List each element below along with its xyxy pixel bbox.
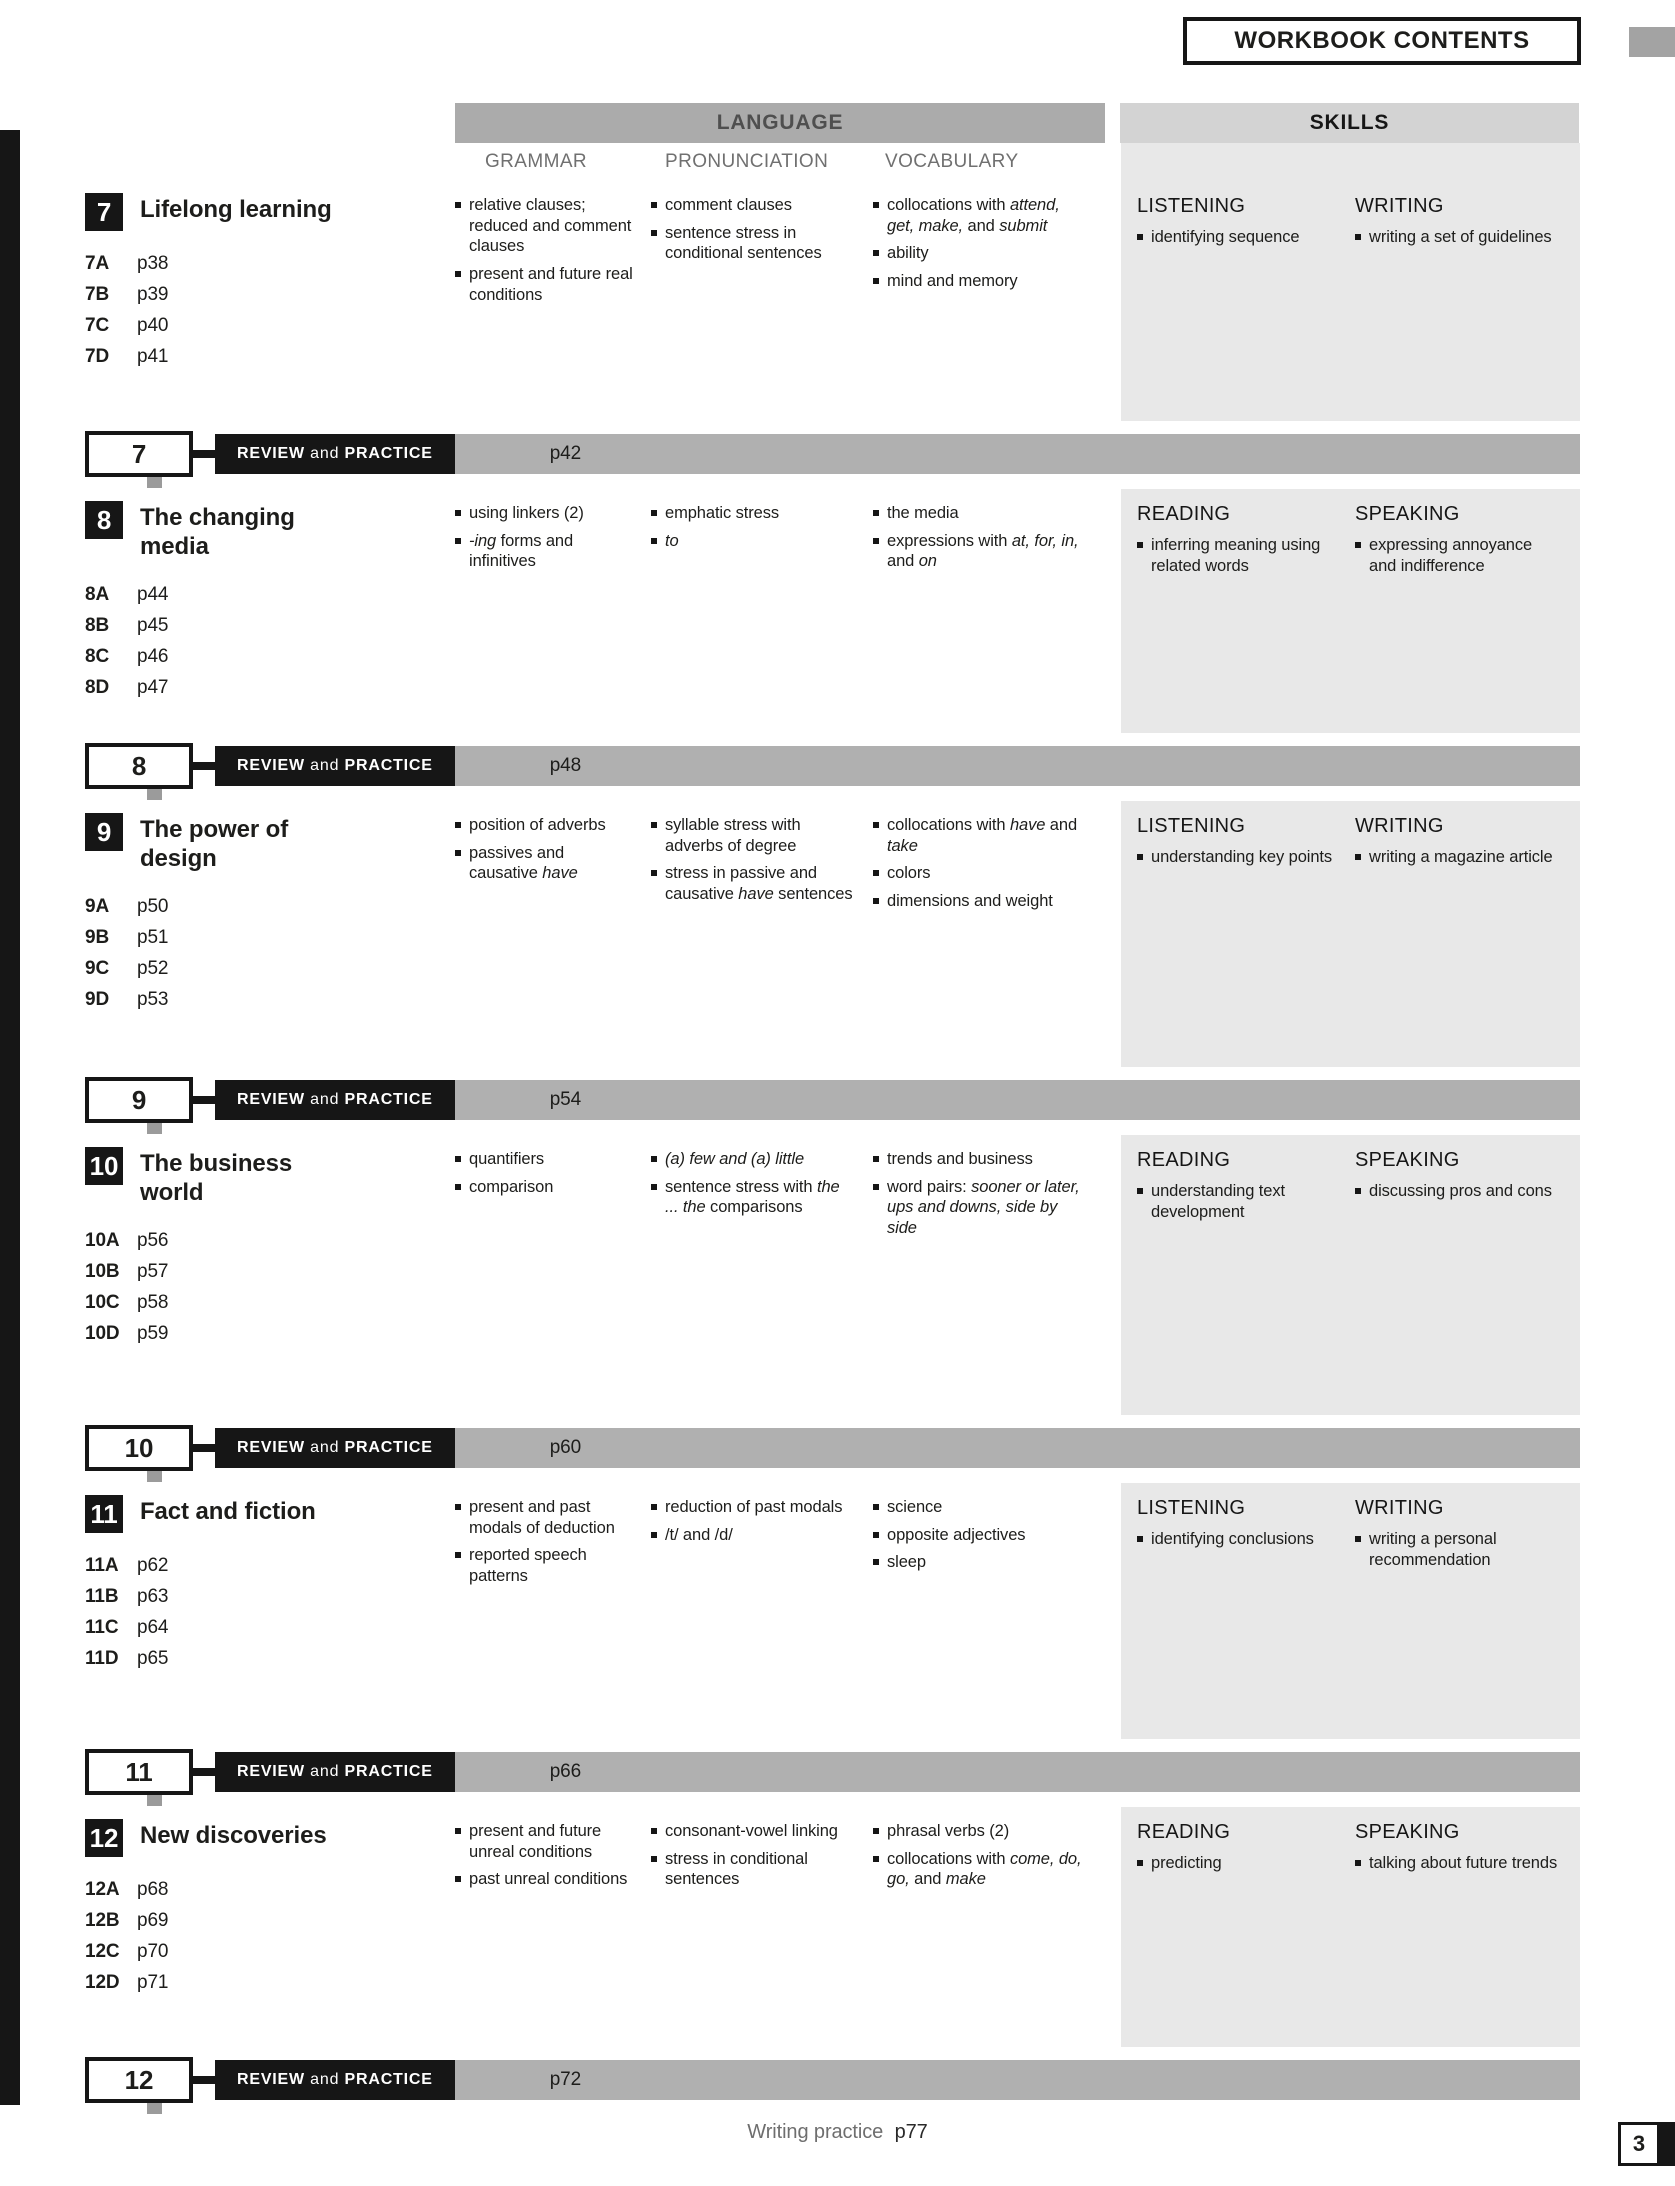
page-title-box bbox=[1183, 17, 1581, 65]
skill-column bbox=[1137, 1497, 1355, 1729]
pronunciation-column bbox=[651, 181, 873, 421]
skill-items bbox=[1355, 1181, 1559, 1202]
lesson-row bbox=[85, 1323, 455, 1345]
pronunciation-items bbox=[651, 815, 857, 905]
review-page-number: p66 bbox=[549, 1761, 582, 1782]
review-connector bbox=[193, 450, 215, 458]
skill-heading: LISTENING bbox=[1137, 1497, 1246, 1519]
page-title: WORKBOOK CONTENTS bbox=[1234, 27, 1530, 54]
skill-items bbox=[1355, 1853, 1559, 1874]
unit-header bbox=[85, 1495, 455, 1533]
writing-practice-page: p77 bbox=[894, 2121, 928, 2143]
lesson-code: 9A bbox=[85, 895, 110, 917]
vocabulary-items bbox=[873, 503, 1090, 572]
unit-title: The power of design bbox=[140, 816, 289, 872]
bullet-item: quantifiers bbox=[455, 1149, 635, 1170]
review-page-number: p54 bbox=[549, 1089, 582, 1110]
lesson-page: p71 bbox=[137, 1972, 169, 1993]
lesson-row bbox=[85, 584, 455, 606]
lesson-row bbox=[85, 1910, 455, 1932]
unit-section-8 bbox=[85, 489, 1580, 733]
lesson-list bbox=[85, 1879, 455, 1994]
lesson-code: 8A bbox=[85, 583, 110, 605]
bullet-item: dimensions and weight bbox=[873, 891, 1090, 912]
review-connector bbox=[193, 1444, 215, 1452]
unit-number: 12 bbox=[85, 1819, 123, 1857]
vocabulary-items bbox=[873, 1497, 1090, 1573]
review-practice-label: REVIEW and PRACTICE bbox=[215, 746, 455, 786]
lesson-code: 7B bbox=[85, 284, 110, 305]
skill-items bbox=[1137, 227, 1341, 248]
grammar-items bbox=[455, 1821, 635, 1890]
vocabulary-column bbox=[873, 1135, 1106, 1415]
review-page-number: p48 bbox=[549, 755, 582, 776]
skill-heading: LISTENING bbox=[1137, 815, 1246, 837]
pronunciation-items bbox=[651, 1149, 857, 1218]
skills-panel bbox=[1121, 489, 1580, 733]
bullet-item: stress in passive and causative have sentences bbox=[651, 863, 857, 904]
lesson-page: p52 bbox=[137, 957, 169, 979]
lesson-code: 8C bbox=[85, 645, 110, 667]
bullet-item: writing a personal recommendation bbox=[1355, 1529, 1559, 1570]
skills-panel bbox=[1121, 181, 1580, 421]
bullet-item: collocations with attend, get, make, and submit bbox=[873, 195, 1090, 236]
bullet-item: colors bbox=[873, 863, 1090, 884]
vocabulary-column bbox=[873, 489, 1106, 733]
pronunciation-items bbox=[651, 503, 857, 551]
page-number-value: 3 bbox=[1632, 2131, 1646, 2156]
unit-info bbox=[85, 489, 455, 733]
lesson-row bbox=[85, 615, 455, 637]
lesson-list bbox=[85, 1230, 455, 1345]
pronunciation-items bbox=[651, 1497, 857, 1545]
skill-items bbox=[1355, 535, 1559, 576]
lesson-list bbox=[85, 1555, 455, 1670]
pronunciation-column-header: PRONUNCIATION bbox=[665, 151, 829, 172]
grammar-column bbox=[455, 181, 651, 421]
bullet-item: the media bbox=[873, 503, 1090, 524]
bullet-item: writing a magazine article bbox=[1355, 847, 1559, 868]
lesson-code: 7C bbox=[85, 315, 110, 336]
skill-items bbox=[1355, 227, 1559, 248]
skills-group-header: SKILLS bbox=[1120, 103, 1579, 143]
lesson-code: 9D bbox=[85, 988, 110, 1010]
unit-title: The changing media bbox=[140, 504, 295, 560]
bullet-item: talking about future trends bbox=[1355, 1853, 1559, 1874]
lesson-row bbox=[85, 646, 455, 668]
lesson-page: p58 bbox=[137, 1291, 169, 1313]
unit-section-11 bbox=[85, 1483, 1580, 1739]
lesson-code: 12C bbox=[85, 1941, 120, 1962]
bullet-item: reported speech patterns bbox=[455, 1545, 635, 1586]
bullet-item: identifying conclusions bbox=[1137, 1529, 1341, 1550]
lesson-code: 11B bbox=[85, 1586, 119, 1607]
bullet-item: /t/ and /d/ bbox=[651, 1525, 857, 1546]
unit-number: 9 bbox=[85, 813, 123, 851]
lesson-page: p68 bbox=[137, 1879, 169, 1900]
bullet-item: trends and business bbox=[873, 1149, 1090, 1170]
skills-panel bbox=[1121, 1807, 1580, 2047]
review-practice-label: REVIEW and PRACTICE bbox=[215, 1752, 455, 1792]
grammar-items bbox=[455, 195, 635, 305]
lesson-row bbox=[85, 1555, 455, 1577]
lesson-page: p39 bbox=[137, 284, 169, 305]
unit-header bbox=[85, 501, 455, 562]
grammar-items bbox=[455, 1497, 635, 1587]
bullet-item: past unreal conditions bbox=[455, 1869, 635, 1890]
lesson-row bbox=[85, 1879, 455, 1901]
lesson-code: 10A bbox=[85, 1229, 120, 1251]
review-connector bbox=[193, 2076, 215, 2084]
units-list bbox=[85, 181, 1580, 2103]
skill-items bbox=[1137, 847, 1341, 868]
vocabulary-column bbox=[873, 1483, 1106, 1739]
bullet-item: phrasal verbs (2) bbox=[873, 1821, 1090, 1842]
unit-number: 8 bbox=[85, 501, 123, 539]
bullet-item: understanding key points bbox=[1137, 847, 1341, 868]
lesson-code: 11D bbox=[85, 1648, 119, 1669]
pronunciation-column bbox=[651, 801, 873, 1067]
lesson-row bbox=[85, 1292, 455, 1314]
unit-header bbox=[85, 193, 455, 231]
bullet-item: opposite adjectives bbox=[873, 1525, 1090, 1546]
skill-column bbox=[1355, 1821, 1573, 2037]
lesson-row bbox=[85, 1230, 455, 1252]
bullet-item: using linkers (2) bbox=[455, 503, 635, 524]
bullet-item: reduction of past modals bbox=[651, 1497, 857, 1518]
lesson-row bbox=[85, 1648, 455, 1670]
review-connector bbox=[193, 762, 215, 770]
bullet-item: collocations with have and take bbox=[873, 815, 1090, 856]
right-edge-tab bbox=[1629, 27, 1675, 57]
lesson-code: 12D bbox=[85, 1972, 120, 1993]
review-practice-label: REVIEW and PRACTICE bbox=[215, 1428, 455, 1468]
skill-column bbox=[1137, 1149, 1355, 1405]
unit-number: 7 bbox=[85, 193, 123, 231]
lesson-page: p51 bbox=[137, 926, 169, 948]
bullet-item: relative clauses; reduced and comment clauses bbox=[455, 195, 635, 257]
lesson-code: 9B bbox=[85, 926, 110, 948]
group-header-row bbox=[85, 103, 1580, 143]
bullet-item: identifying sequence bbox=[1137, 227, 1341, 248]
bullet-item: stress in conditional sentences bbox=[651, 1849, 857, 1890]
vocabulary-items bbox=[873, 1821, 1090, 1890]
bullet-item: expressing annoyance and indifference bbox=[1355, 535, 1559, 576]
column-header-row bbox=[85, 143, 1580, 181]
review-row-11 bbox=[85, 1749, 1580, 1795]
bullet-item: word pairs: sooner or later, ups and downs, side by side bbox=[873, 1177, 1090, 1239]
lesson-list bbox=[85, 584, 455, 699]
unit-info bbox=[85, 801, 455, 1067]
bullet-item: passives and causative have bbox=[455, 843, 635, 884]
skill-column bbox=[1355, 503, 1573, 723]
grammar-items bbox=[455, 503, 635, 572]
skill-heading: LISTENING bbox=[1137, 195, 1246, 217]
bullet-item: sentence stress with the ... the comparisons bbox=[651, 1177, 857, 1218]
unit-title: Lifelong learning bbox=[140, 196, 332, 223]
lesson-code: 9C bbox=[85, 957, 110, 979]
review-page-bar bbox=[455, 434, 1580, 474]
review-page-bar bbox=[455, 1752, 1580, 1792]
skill-items bbox=[1137, 1853, 1341, 1874]
grammar-items bbox=[455, 815, 635, 884]
skill-heading: READING bbox=[1137, 1821, 1231, 1843]
grammar-column bbox=[455, 1807, 651, 2047]
lesson-code: 8B bbox=[85, 614, 110, 636]
lesson-code: 8D bbox=[85, 676, 110, 698]
review-unit-number: 10 bbox=[85, 1425, 193, 1471]
review-page-bar bbox=[455, 1428, 1580, 1468]
language-group-header: LANGUAGE bbox=[455, 103, 1105, 143]
unit-info bbox=[85, 1135, 455, 1415]
bullet-item: discussing pros and cons bbox=[1355, 1181, 1559, 1202]
lesson-code: 10C bbox=[85, 1291, 120, 1313]
lesson-page: p70 bbox=[137, 1941, 169, 1962]
vocabulary-items bbox=[873, 195, 1090, 292]
lesson-page: p64 bbox=[137, 1617, 169, 1638]
skill-column bbox=[1355, 815, 1573, 1057]
lesson-page: p46 bbox=[137, 645, 169, 667]
vocabulary-column bbox=[873, 1807, 1106, 2047]
review-page-number: p60 bbox=[549, 1437, 582, 1458]
bullet-item: comment clauses bbox=[651, 195, 857, 216]
review-unit-number: 11 bbox=[85, 1749, 193, 1795]
skill-items bbox=[1137, 1529, 1341, 1550]
unit-title: New discoveries bbox=[140, 1822, 327, 1849]
lesson-row bbox=[85, 1261, 455, 1283]
lesson-page: p63 bbox=[137, 1586, 169, 1607]
writing-practice-label: Writing practice bbox=[747, 2121, 884, 2143]
review-unit-number: 7 bbox=[85, 431, 193, 477]
vocabulary-items bbox=[873, 815, 1090, 912]
bullet-item: understanding text development bbox=[1137, 1181, 1341, 1222]
lesson-row bbox=[85, 896, 455, 918]
review-row-7 bbox=[85, 431, 1580, 477]
bullet-item: sleep bbox=[873, 1552, 1090, 1573]
unit-section-9 bbox=[85, 801, 1580, 1067]
lesson-page: p41 bbox=[137, 346, 169, 367]
bullet-item: -ing forms and infinitives bbox=[455, 531, 635, 572]
vocabulary-column-header: VOCABULARY bbox=[885, 151, 1019, 172]
pronunciation-column bbox=[651, 1807, 873, 2047]
unit-info bbox=[85, 1483, 455, 1739]
lesson-code: 10B bbox=[85, 1260, 120, 1282]
lesson-code: 12A bbox=[85, 1879, 120, 1900]
unit-number: 11 bbox=[85, 1495, 123, 1533]
bullet-item: mind and memory bbox=[873, 271, 1090, 292]
unit-header bbox=[85, 1819, 455, 1857]
unit-title: Fact and fiction bbox=[140, 1498, 316, 1525]
skills-panel bbox=[1121, 1483, 1580, 1739]
skill-column bbox=[1137, 195, 1355, 411]
skill-column bbox=[1137, 1821, 1355, 2037]
lesson-list bbox=[85, 253, 455, 368]
review-row-10 bbox=[85, 1425, 1580, 1471]
review-unit-number: 8 bbox=[85, 743, 193, 789]
pronunciation-column bbox=[651, 489, 873, 733]
vocabulary-items bbox=[873, 1149, 1090, 1239]
skill-items bbox=[1355, 1529, 1559, 1570]
skills-column-background bbox=[1121, 143, 1580, 181]
page-number bbox=[1618, 2122, 1675, 2166]
bullet-item: consonant-vowel linking bbox=[651, 1821, 857, 1842]
page-number-box bbox=[1618, 2122, 1660, 2166]
grammar-items bbox=[455, 1149, 635, 1197]
lesson-code: 11A bbox=[85, 1555, 119, 1576]
pronunciation-column bbox=[651, 1483, 873, 1739]
left-edge-bar bbox=[0, 130, 20, 2105]
skill-heading: READING bbox=[1137, 503, 1231, 525]
contents-table bbox=[85, 103, 1580, 2115]
grammar-column-header: GRAMMAR bbox=[485, 151, 588, 172]
bullet-item: sentence stress in conditional sentences bbox=[651, 223, 857, 264]
footer-note bbox=[0, 2121, 1675, 2144]
skill-heading: WRITING bbox=[1355, 815, 1444, 837]
lesson-page: p56 bbox=[137, 1229, 169, 1251]
grammar-column bbox=[455, 1135, 651, 1415]
bullet-item: (a) few and (a) little bbox=[651, 1149, 857, 1170]
skills-panel bbox=[1121, 801, 1580, 1067]
skill-column bbox=[1355, 1149, 1573, 1405]
bullet-item: writing a set of guidelines bbox=[1355, 227, 1559, 248]
unit-info bbox=[85, 1807, 455, 2047]
review-unit-number: 9 bbox=[85, 1077, 193, 1123]
lesson-row bbox=[85, 927, 455, 949]
skill-heading: WRITING bbox=[1355, 1497, 1444, 1519]
lesson-row bbox=[85, 677, 455, 699]
review-practice-label: REVIEW and PRACTICE bbox=[215, 1080, 455, 1120]
lesson-row bbox=[85, 989, 455, 1011]
bullet-item: to bbox=[651, 531, 857, 552]
review-connector bbox=[193, 1096, 215, 1104]
unit-section-10 bbox=[85, 1135, 1580, 1415]
lesson-page: p40 bbox=[137, 315, 169, 336]
vocabulary-column bbox=[873, 801, 1106, 1067]
lesson-page: p53 bbox=[137, 988, 169, 1010]
bullet-item: science bbox=[873, 1497, 1090, 1518]
lesson-code: 10D bbox=[85, 1322, 120, 1344]
grammar-column bbox=[455, 489, 651, 733]
review-page-number: p72 bbox=[549, 2069, 582, 2090]
bullet-item: comparison bbox=[455, 1177, 635, 1198]
pronunciation-column bbox=[651, 1135, 873, 1415]
lesson-page: p50 bbox=[137, 895, 169, 917]
bullet-item: present and future unreal conditions bbox=[455, 1821, 635, 1862]
skill-items bbox=[1355, 847, 1559, 868]
lesson-row bbox=[85, 1941, 455, 1963]
bullet-item: collocations with come, do, go, and make bbox=[873, 1849, 1090, 1890]
review-row-8 bbox=[85, 743, 1580, 789]
bullet-item: expressions with at, for, in, and on bbox=[873, 531, 1090, 572]
skill-column bbox=[1137, 503, 1355, 723]
bullet-item: emphatic stress bbox=[651, 503, 857, 524]
lesson-row bbox=[85, 958, 455, 980]
review-connector bbox=[193, 1768, 215, 1776]
lesson-page: p59 bbox=[137, 1322, 169, 1344]
review-page-bar bbox=[455, 746, 1580, 786]
lesson-page: p38 bbox=[137, 253, 169, 274]
lesson-page: p69 bbox=[137, 1910, 169, 1931]
lesson-row bbox=[85, 253, 455, 275]
bullet-item: inferring meaning using related words bbox=[1137, 535, 1341, 576]
review-page-bar bbox=[455, 2060, 1580, 2100]
lesson-row bbox=[85, 346, 455, 368]
lesson-list bbox=[85, 896, 455, 1011]
skill-heading: SPEAKING bbox=[1355, 503, 1460, 525]
lesson-page: p57 bbox=[137, 1260, 169, 1282]
lesson-page: p65 bbox=[137, 1648, 169, 1669]
unit-info bbox=[85, 181, 455, 421]
review-page-number: p42 bbox=[549, 443, 582, 464]
pronunciation-items bbox=[651, 1821, 857, 1890]
lesson-page: p45 bbox=[137, 614, 169, 636]
unit-number: 10 bbox=[85, 1147, 123, 1185]
bullet-item: position of adverbs bbox=[455, 815, 635, 836]
lesson-code: 7A bbox=[85, 253, 110, 274]
skill-column bbox=[1355, 195, 1573, 411]
review-practice-label: REVIEW and PRACTICE bbox=[215, 434, 455, 474]
skill-heading: WRITING bbox=[1355, 195, 1444, 217]
grammar-column bbox=[455, 801, 651, 1067]
unit-section-12 bbox=[85, 1807, 1580, 2047]
lesson-code: 12B bbox=[85, 1910, 120, 1931]
lesson-row bbox=[85, 1586, 455, 1608]
lesson-page: p44 bbox=[137, 583, 169, 605]
skill-heading: READING bbox=[1137, 1149, 1231, 1171]
lesson-page: p62 bbox=[137, 1555, 169, 1576]
pronunciation-items bbox=[651, 195, 857, 264]
lesson-code: 7D bbox=[85, 346, 110, 367]
group-header-spacer bbox=[85, 103, 455, 143]
review-page-bar bbox=[455, 1080, 1580, 1120]
lesson-code: 11C bbox=[85, 1617, 119, 1638]
page-number-strip bbox=[1660, 2122, 1675, 2166]
unit-title: The business world bbox=[140, 1150, 293, 1206]
skill-column bbox=[1137, 815, 1355, 1057]
unit-header bbox=[85, 1147, 455, 1208]
unit-section-7 bbox=[85, 181, 1580, 421]
lesson-row bbox=[85, 1617, 455, 1639]
review-row-9 bbox=[85, 1077, 1580, 1123]
skill-items bbox=[1137, 535, 1341, 576]
bullet-item: present and past modals of deduction bbox=[455, 1497, 635, 1538]
lesson-row bbox=[85, 284, 455, 306]
bullet-item: ability bbox=[873, 243, 1090, 264]
review-row-12 bbox=[85, 2057, 1580, 2103]
lesson-page: p47 bbox=[137, 676, 169, 698]
skill-column bbox=[1355, 1497, 1573, 1729]
lesson-row bbox=[85, 315, 455, 337]
skill-heading: SPEAKING bbox=[1355, 1821, 1460, 1843]
unit-header bbox=[85, 813, 455, 874]
review-practice-label: REVIEW and PRACTICE bbox=[215, 2060, 455, 2100]
bullet-item: present and future real conditions bbox=[455, 264, 635, 305]
bullet-item: syllable stress with adverbs of degree bbox=[651, 815, 857, 856]
review-unit-number: 12 bbox=[85, 2057, 193, 2103]
skill-heading: SPEAKING bbox=[1355, 1149, 1460, 1171]
skill-items bbox=[1137, 1181, 1341, 1222]
vocabulary-column bbox=[873, 181, 1106, 421]
bullet-item: predicting bbox=[1137, 1853, 1341, 1874]
lesson-row bbox=[85, 1972, 455, 1994]
skills-panel bbox=[1121, 1135, 1580, 1415]
grammar-column bbox=[455, 1483, 651, 1739]
